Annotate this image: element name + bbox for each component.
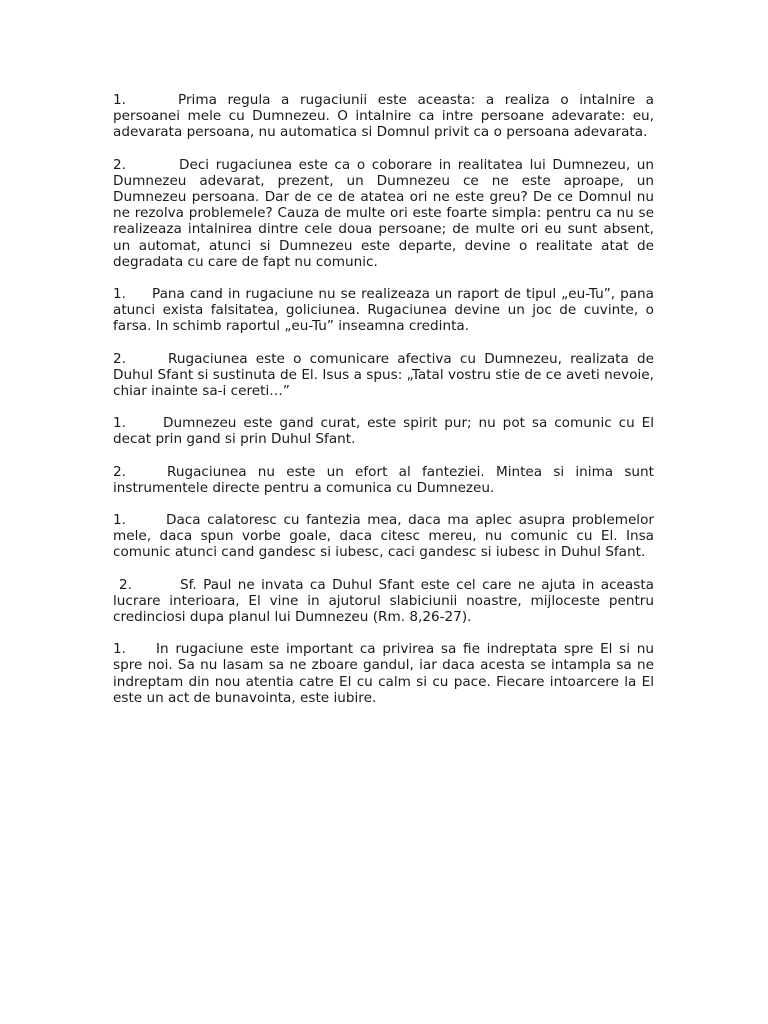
paragraph-number: 1.	[113, 286, 126, 303]
paragraph-text: Rugaciunea este o comunicare afectiva cu Dumnezeu, realizata de Duhul Sfant si sustinuta de El. Isus a spus: „Tatal vostru stie de ce aveti nevoie, chiar inainte sa-i cereti…”	[113, 350, 654, 400]
paragraph-number: 1.	[113, 641, 126, 658]
paragraph-number: 2.	[113, 463, 126, 480]
paragraph-text: Rugaciunea nu este un efort al fanteziei. Mintea si inima sunt instrumentele directe pentru a comunica cu Dumnezeu.	[113, 463, 654, 496]
paragraph-1	[113, 92, 654, 141]
paragraph-number: 2.	[113, 350, 126, 367]
paragraph-text: Dumnezeu este gand curat, este spirit pur; nu pot sa comunic cu El decat prin gand si prin Duhul Sfant.	[113, 415, 654, 448]
paragraph-text: Pana cand in rugaciune nu se realizeaza un raport de tipul „eu-Tu”, pana atunci exista falsitatea, goliciunea. Rugaciunea devine un joc de cuvinte, o farsa. In schimb raportul „eu-Tu” inseamna credinta.	[113, 286, 654, 335]
paragraph-text: Prima regula a rugaciunii este aceasta: a realiza o intalnire a persoanei mele cu Dumnezeu. O intalnire ca intre persoane adevarate: eu, adevarata persoana, nu automatica si Domnul privit ca o persoana adevarata.	[113, 92, 654, 141]
paragraph-number: 2.	[119, 576, 132, 593]
paragraph-number: 1.	[113, 92, 126, 108]
paragraph-7	[113, 512, 654, 561]
paragraph-6	[113, 464, 654, 496]
paragraph-9	[113, 641, 654, 706]
paragraph-4	[113, 351, 654, 400]
paragraph-text: Sf. Paul ne invata ca Duhul Sfant este cel care ne ajuta in aceasta lucrare interioara, El vine in ajutorul slabiciunii noastre, mijloceste pentru credinciosi dupa planul lui Dumnezeu (Rm. 8,26-27).	[113, 576, 654, 626]
paragraph-3	[113, 286, 654, 335]
paragraph-number: 2.	[113, 156, 126, 173]
document-body	[113, 92, 654, 722]
paragraph-text: Deci rugaciunea este ca o coborare in realitatea lui Dumnezeu, un Dumnezeu adevarat, prezent, un Dumnezeu ce ne este aproape, un Dumnezeu persoana. Dar de ce de atatea ori ne este greu? De ce Domnul nu ne rezolva problemele? Cauza de multe ori este foarte simpla: pentru ca nu se realizeaza intalnirea dintre cele doua persoane; de multe ori eu sunt absent, un automat, atunci si Dumnezeu este departe, devine o realitate atat de degradata cu care de fapt nu comunic.	[113, 156, 654, 270]
paragraph-5	[113, 415, 654, 447]
paragraph-2	[113, 157, 654, 270]
paragraph-number: 1.	[113, 415, 126, 432]
paragraph-text: Daca calatoresc cu fantezia mea, daca ma aplec asupra problemelor mele, daca spun vorbe goale, daca citesc mereu, nu comunic cu El. Insa comunic atunci cand gandesc si iubesc, caci gandesc si iubesc in Duhul Sfant.	[113, 512, 654, 561]
paragraph-text: In rugaciune este important ca privirea sa fie indreptata spre El si nu spre noi. Sa nu lasam sa ne zboare gandul, iar daca acesta se intampla sa ne indreptam din nou atentia catre El cu calm si cu pace. Fiecare intoarcere la El este un act de bunavointa, este iubire.	[113, 641, 654, 706]
paragraph-8	[113, 577, 654, 626]
paragraph-number: 1.	[113, 512, 126, 529]
